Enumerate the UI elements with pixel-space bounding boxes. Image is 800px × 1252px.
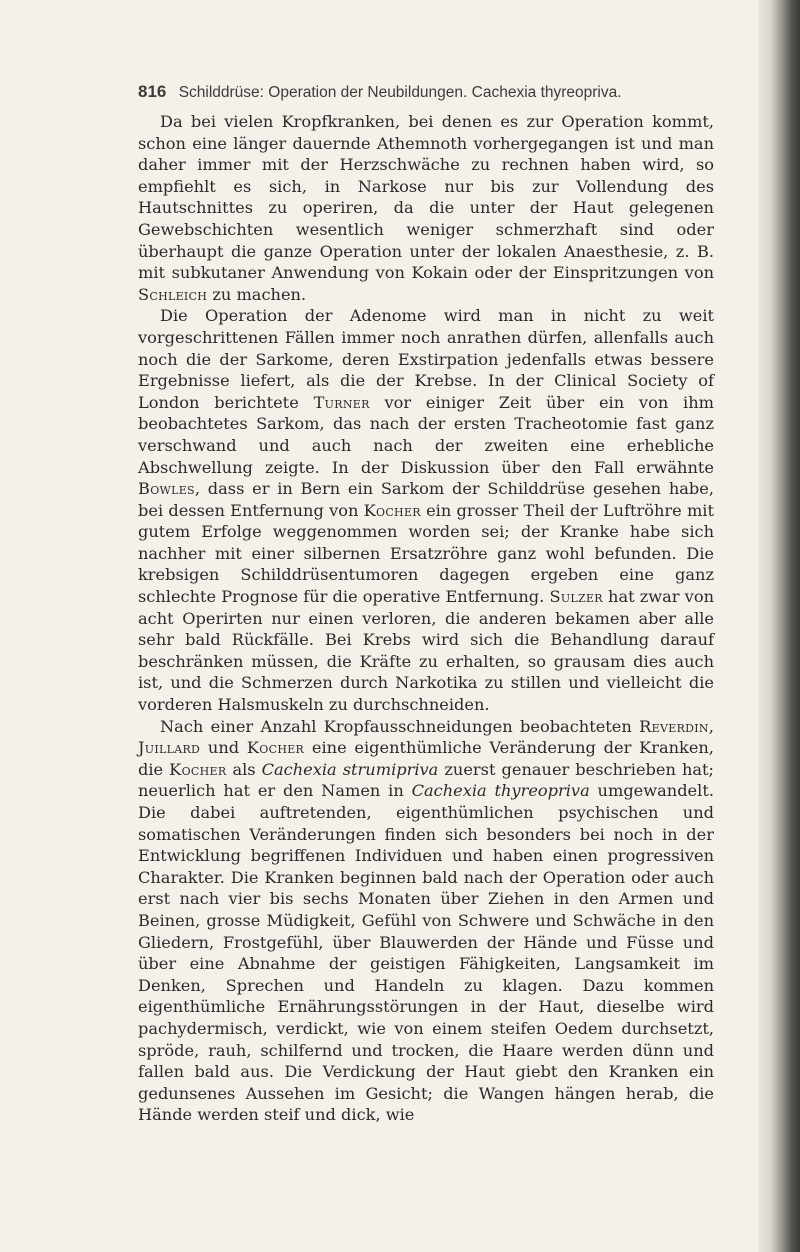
text-run: hat zwar von acht Operirten nur einen verloren, die anderen bekamen aber alle sehr bald Rückfälle. Bei Krebs wird sich die Behandlung darauf beschränken müssen, die Kräfte zu erhalten, so grausam dies auch ist, und die Schmerzen durch Narkotika zu stillen und vielleicht die vorderen Halsmuskeln zu durchschneiden.	[138, 587, 715, 715]
paragraph	[138, 111, 714, 305]
italic-term: Cachexia strumipriva	[261, 759, 439, 779]
author-name: Bowles	[138, 479, 195, 499]
italic-term: Cachexia thyreopriva	[411, 781, 590, 801]
running-header	[138, 82, 718, 102]
text-run: eine eigenthümliche Veränderung der Kranken, die	[138, 738, 714, 779]
text-run: als	[226, 759, 262, 779]
author-name: Sulzer	[549, 587, 603, 607]
author-name: Kocher	[363, 500, 421, 520]
text-run: Nach einer Anzahl Kropfausschneidungen beobachteten	[160, 716, 640, 736]
author-name: Reverdin	[639, 716, 709, 736]
page-edge-shadow	[758, 0, 800, 1252]
text-run: zu machen.	[207, 284, 307, 304]
author-name: Kocher	[169, 759, 227, 779]
text-run: ein grosser Theil der Luftröhre mit gutem Erfolge weggenommen worden sei; der Kranke habe sich nachher mit einer silbernen Ersatzröhre ganz wohl befunden. Die krebsigen Schilddrüsentumoren dagegen ergeben eine ganz schlechte Prognose für die operative Entfernung.	[138, 500, 714, 607]
author-name: Schleich	[138, 284, 208, 304]
text-run: zuerst genauer beschrieben hat; neuerlich hat er den Namen in	[138, 759, 714, 801]
paragraph	[138, 305, 714, 715]
running-title: Schilddrüse: Operation der Neubildungen. Cachexia thyreopriva.	[178, 84, 622, 101]
author-name: Juillard	[138, 738, 201, 758]
body-text	[138, 111, 714, 1126]
author-name: Kocher	[246, 738, 305, 758]
text-run: ,	[708, 716, 714, 736]
text-run: umgewandelt. Die dabei auftretenden, eigenthümlichen psychischen und somatischen Veränderungen finden sich besonders bei noch in der Entwicklung begriffenen Individuen und haben einen progressiven Charakter. Die Kranken beginnen bald nach der Operation oder auch erst nach vier bis sechs Monaten über Ziehen in den Armen und Beinen, grosse Müdigkeit, Gefühl von Schwere und Schwäche in den Gliedern, Frostgefühl, über Blauwerden der Hände und Füsse und über eine Abnahme der geistigen Fähigkeiten, Langsamkeit im Denken, Sprechen und Handeln zu klagen. Dazu kommen eigenthümliche Ernährungsstörungen in der Haut, dieselbe wird pachydermisch, verdickt, wie von einem steifen Oedem durchsetzt, spröde, rauh, schilfernd und trocken, die Haare werden dünn und fallen bald aus. Die Verdickung der Haut giebt den Kranken ein gedunsenes Aussehen im Gesicht; die Wangen hängen herab, die Hände werden steif und dick, wie	[138, 781, 714, 1125]
text-run: vor einiger Zeit über ein von ihm beobachtetes Sarkom, das nach der ersten Tracheotomie fast ganz verschwand und auch nach der zweiten eine erhebliche Abschwellung zeigte. In der Diskussion über den Fall erwähnte	[138, 392, 714, 477]
paragraph	[138, 716, 714, 1126]
text-run: , dass er in Bern ein Sarkom der Schilddrüse gesehen habe, bei dessen Entfernung von	[138, 479, 714, 520]
author-name: Turner	[313, 392, 370, 412]
text-run: Die Operation der Adenome wird man in nicht zu weit vorgeschrittenen Fällen immer noch anrathen dürfen, allenfalls auch noch die der Sarkome, deren Exstirpation jedenfalls etwas bessere Ergebnisse liefert, als die der Krebse. In der Clinical Society of London berichtete	[138, 306, 714, 412]
text-run: Da bei vielen Kropfkranken, bei denen es zur Operation kommt, schon eine länger dauernde Athemnoth vorhergegangen ist und man daher immer mit der Herzschwäche zu rechnen haben wird, so empfiehlt es sich, in Narkose nur bis zur Vollendung des Hautschnittes zu operiren, da die unter der Haut gelegenen Gewebschichten wesentlich weniger schmerzhaft sind oder überhaupt die ganze Operation unter der lokalen Anaesthesie, z. B. mit subkutaner Anwendung von Kokain oder der Einspritzungen von	[138, 112, 714, 283]
page-number: 816	[138, 82, 167, 101]
text-run: und	[200, 738, 247, 758]
